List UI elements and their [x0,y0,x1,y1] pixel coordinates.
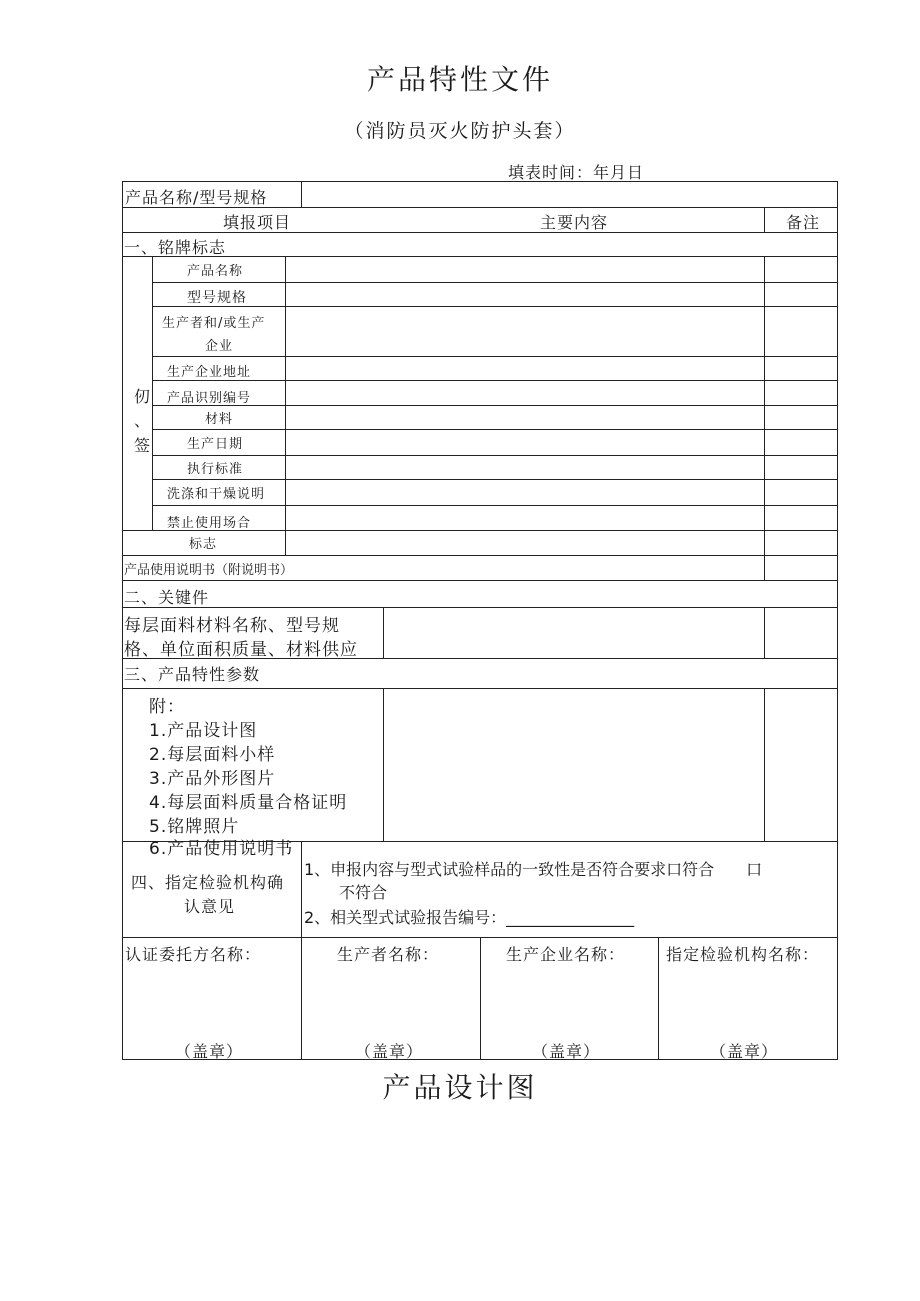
header-item: 填报项目 [223,213,292,232]
seal-manufacturer: （盖章） [532,1042,601,1061]
side-label-char3: 签 [134,436,151,455]
attachment-item: 4.每层面料质量合格证明 [149,793,348,813]
attachment-item: 3.产品外形图片 [149,769,276,789]
signer-entrusting-party: 认证委托方名称： [125,945,262,964]
nameplate-row: 洗涤和干燥说明 [167,487,266,502]
nameplate-row: 生产者和/或生产 [162,316,266,331]
attachment-item: 1.产品设计图 [149,721,258,741]
attachment-item: 5.铭牌照片 [149,817,240,837]
section4-heading-line1: 四、指定检验机构确 [131,873,285,892]
attachment-item: 2.每层面料小样 [149,745,276,765]
attachments-title: 附： [149,697,185,717]
section2-heading: 二、关键件 [124,588,210,607]
document-subtitle: （消防员灭火防护头套） [344,120,576,142]
nameplate-row: 材料 [205,412,234,427]
signer-manufacturer: 生产企业名称： [506,945,626,964]
section4-heading-line2: 认意见 [184,897,236,916]
fill-date: 填表时间：年月日 [508,163,645,182]
nameplate-row: 标志 [189,537,218,552]
opinion-report-number: 2、相关型式试验报告编号：________________ [304,908,635,927]
document-title: 产品特性文件 [366,63,553,96]
attachments-cell [123,689,382,859]
nameplate-row: 企业 [205,339,234,354]
nameplate-row: 生产日期 [187,437,244,452]
section1-heading: 一、铭牌标志 [124,238,227,257]
seal-producer: （盖章） [355,1042,424,1061]
side-label-char1: 仞 [134,387,151,406]
attachment-item: 6.产品使用说明书 [149,839,294,859]
opinion-consistency-nonconform: 不符合 [339,883,388,902]
nameplate-row: 型号规格 [187,290,247,306]
nameplate-row: 产品名称 [187,264,244,279]
nameplate-row: 产品识别编号 [167,391,252,406]
manual-label: 产品使用说明书（附说明书） [124,563,294,578]
nameplate-row: 生产企业地址 [167,365,252,380]
side-label-char2: 、 [134,411,151,430]
key-part-line2: 格、单位面积质量、材料供应 [124,640,358,660]
nameplate-row: 禁止使用场合 [167,516,252,531]
signer-inspection-body: 指定检验机构名称： [666,945,820,964]
product-name-model-label: 产品名称/型号规格 [125,188,268,207]
nameplate-row: 执行标准 [187,462,244,477]
header-content: 主要内容 [540,213,609,232]
design-drawing-title: 产品设计图 [382,1071,538,1104]
seal-entrusting-party: （盖章） [175,1042,244,1061]
header-remark: 备注 [786,213,821,232]
section3-heading: 三、产品特性参数 [124,665,261,684]
key-part-line1: 每层面料材料名称、型号规 [124,616,340,636]
signer-producer: 生产者名称： [337,945,440,964]
seal-inspection-body: （盖章） [710,1042,779,1061]
opinion-consistency: 1、申报内容与型式试验样品的一致性是否符合要求口符合 口 [304,860,763,879]
